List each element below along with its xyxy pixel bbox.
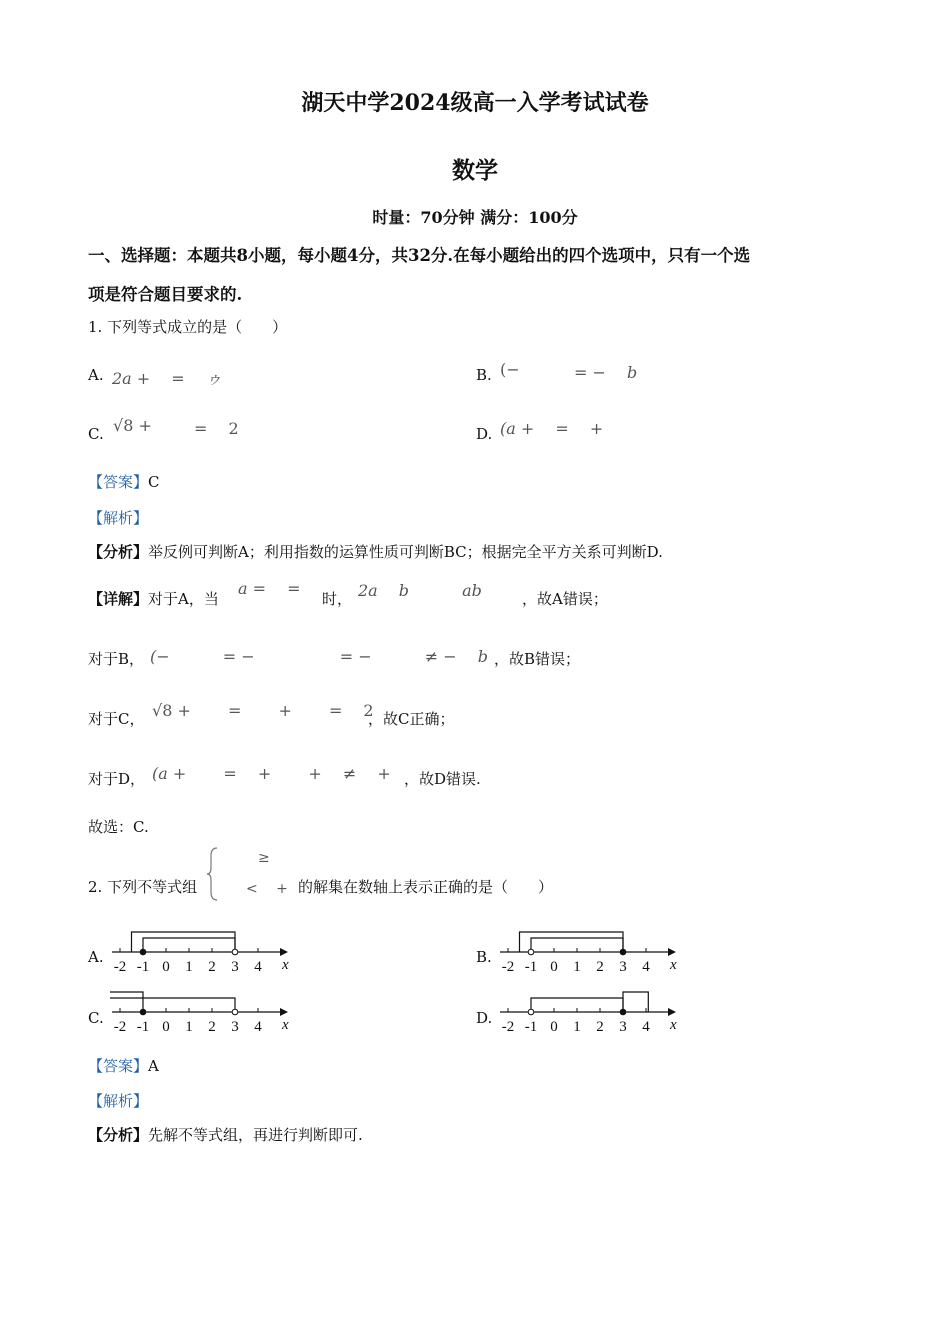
q1-detail-a-math1: a = = [238,579,301,598]
q2-answer-tag: 【答案】 [88,1057,149,1075]
q2-number-line-a [110,928,290,978]
q1-conclusion: 故选：C. [88,818,149,836]
q2-system-brace [206,846,220,902]
tick-label: -2 [113,1019,127,1035]
tick-label: 3 [619,959,627,975]
q2-option-d-label: D. [476,1009,493,1027]
open-dot [528,1009,534,1015]
axis-variable: x [670,1017,677,1033]
q2-number-line-d [498,988,678,1038]
q1-detail-d-math: (a + = + + ≠ + [152,764,391,783]
q1-answer-value: C [148,473,160,491]
q1-option-b-expr-1: (− [500,360,520,379]
q1-detail-tag: 【详解】 [88,590,149,608]
q1-option-a-expr: 2a + = ゥ [112,369,222,388]
axis-variable: x [670,957,677,973]
tick-label: 1 [185,1019,193,1035]
tick-label: 0 [550,1019,558,1035]
tick-label: 0 [550,959,558,975]
q2-fenxi-tag: 【分析】 [88,1126,149,1144]
exam-info: 时量：70分钟 满分：100分 [372,208,578,227]
q1-option-c-expr-1: √8 + [113,416,152,435]
closed-dot [140,949,146,955]
q1-answer-tag: 【答案】 [88,473,149,491]
q2-option-a-label: A. [88,948,104,966]
subject-title: 数学 [452,157,498,184]
q2-fenxi-text: 先解不等式组，再进行判断即可. [148,1126,363,1144]
q1-detail-c-suffix: ，故C正确； [368,710,455,728]
q1-option-c-expr-2: = 2 [194,419,239,438]
tick-label: -1 [524,959,538,975]
tick-label: 1 [185,959,193,975]
q2-system-line1: ≥ [258,850,270,866]
tick-label: 0 [162,959,170,975]
open-dot [232,949,238,955]
tick-label: 3 [619,1019,627,1035]
q1-detail-a-math2: 2a b ab [358,581,482,600]
q1-detail-d-prefix: 对于D， [88,770,146,788]
axis-arrow [280,948,288,956]
closed-dot [620,949,626,955]
tick-label: 4 [642,1019,650,1035]
q1-detail-a-mid: 时， [322,590,353,608]
tick-label: 2 [596,1019,604,1035]
axis-arrow [668,948,676,956]
q1-fenxi-tag: 【分析】 [88,543,149,561]
q1-option-c-label: C. [88,425,104,443]
tick-label: 1 [573,959,581,975]
tick-label: -2 [501,959,515,975]
q2-answer [88,1055,159,1076]
q1-detail-c-prefix: 对于C， [88,710,145,728]
tick-label: -1 [136,959,150,975]
tick-label: 0 [162,1019,170,1035]
q1-stem: 1. 下列等式成立的是（ ） [88,318,288,336]
q2-analysis-tag: 【解析】 [88,1092,149,1110]
q1-option-d-label: D. [476,425,493,443]
tick-label: 3 [231,959,239,975]
tick-label: 4 [254,1019,262,1035]
tick-label: 2 [596,959,604,975]
q1-option-d-expr: (a + = + [500,419,604,438]
q1-fenxi-text: 举反例可判断A；利用指数的运算性质可判断BC；根据完全平方关系可判断D. [148,543,663,561]
tick-label: -2 [113,959,127,975]
section-heading-line2: 项是符合题目要求的. [88,285,243,304]
q2-number-line-c [110,988,290,1038]
q1-detail-d-suffix: ，故D错误. [404,770,481,788]
q2-answer-value: A [148,1057,159,1075]
closed-dot [140,1009,146,1015]
solution-ray [110,998,235,1012]
open-dot [528,949,534,955]
tick-label: 2 [208,959,216,975]
q1-detail-c-math: √8 + = + = 2 [152,701,374,720]
q1-analysis-tag: 【解析】 [88,509,149,527]
solution-ray [132,932,236,952]
tick-label: -1 [524,1019,538,1035]
q1-option-b-expr-2: = − b [574,363,638,382]
q1-detail-a [88,588,219,609]
q1-answer [88,471,160,492]
axis-arrow [280,1008,288,1016]
tick-label: 4 [254,959,262,975]
q2-number-line-b [498,928,678,978]
tick-label: -2 [501,1019,515,1035]
axis-variable: x [282,1017,289,1033]
solution-ray [110,992,143,1012]
tick-label: 3 [231,1019,239,1035]
q1-option-b-label: B. [476,366,492,384]
tick-label: 1 [573,1019,581,1035]
open-dot [232,1009,238,1015]
q1-detail-b-suffix: ，故B错误； [494,650,581,668]
axis-arrow [668,1008,676,1016]
q1-fenxi [88,541,663,562]
q2-option-b-label: B. [476,948,492,966]
q1-detail-a-prefix: 对于A，当 [148,590,219,608]
q1-option-a-label: A. [88,366,104,384]
q1-detail-a-suffix: ，故A错误； [522,590,608,608]
section-heading-line1: 一、选择题：本题共8小题，每小题4分，共32分.在每小题给出的四个选项中，只有一个选 [88,246,751,265]
q2-stem-prefix: 2. 下列不等式组 [88,878,198,896]
q2-stem-suffix: 的解集在数轴上表示正确的是（ ） [298,878,554,896]
q2-fenxi [88,1124,363,1145]
q2-option-c-label: C. [88,1009,104,1027]
solution-ray [520,932,624,952]
tick-label: -1 [136,1019,150,1035]
q2-system-line2: < + [246,881,288,897]
tick-label: 2 [208,1019,216,1035]
exam-title: 湖天中学2024级高一入学考试试卷 [301,90,649,116]
closed-dot [620,1009,626,1015]
solution-ray [623,992,648,1012]
axis-variable: x [282,957,289,973]
q1-detail-b-prefix: 对于B， [88,650,145,668]
tick-label: 4 [642,959,650,975]
q1-detail-b-math: (− = − = − ≠ − b [150,647,488,666]
